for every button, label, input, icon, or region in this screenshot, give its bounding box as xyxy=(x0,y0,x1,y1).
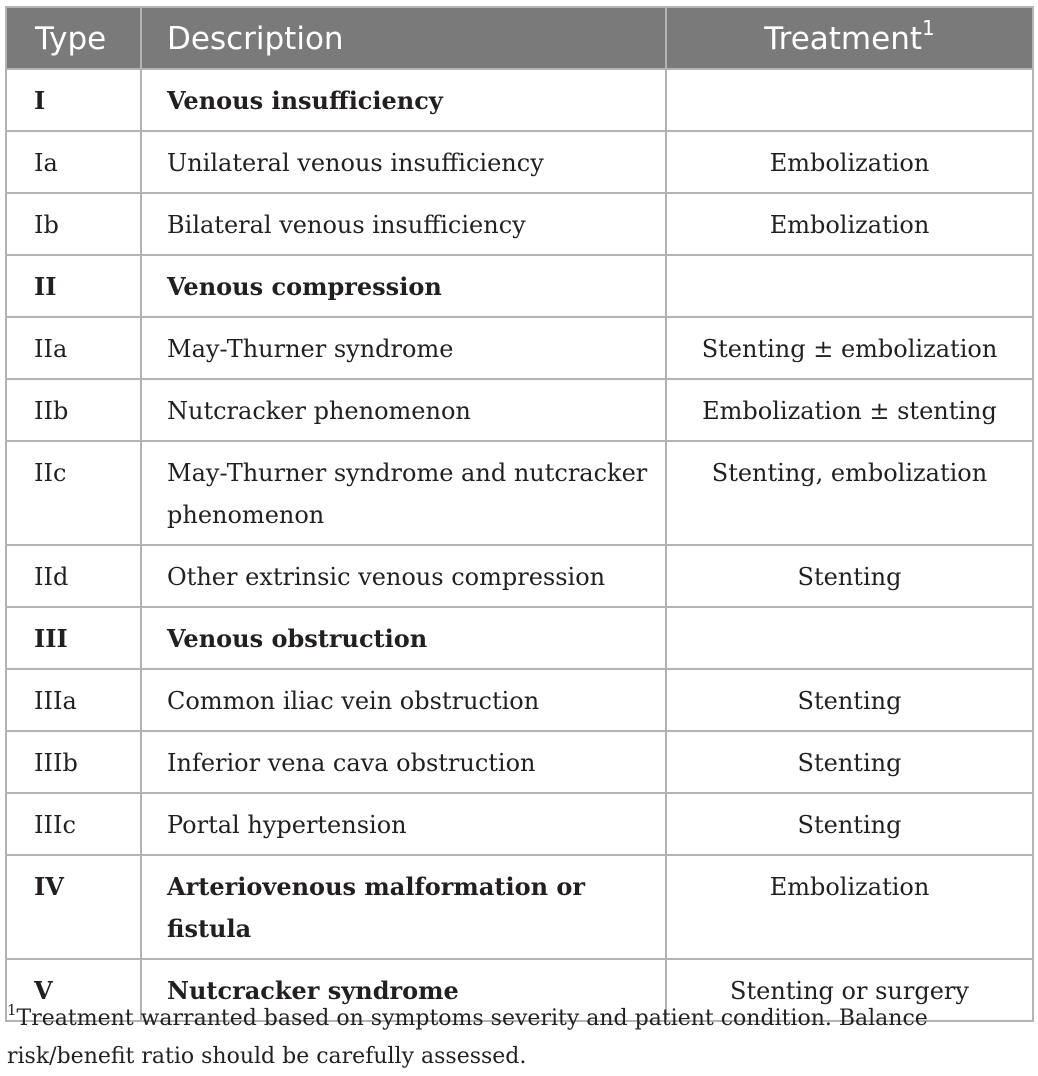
treatment-cell: Stenting, embolization xyxy=(666,441,1033,545)
type-cell: IId xyxy=(6,545,141,607)
treatment-cell: Stenting xyxy=(666,793,1033,855)
description-cell: Common iliac vein obstruction xyxy=(141,669,666,731)
description-cell: May-Thurner syndrome and nutcracker phenomenon xyxy=(141,441,666,545)
header-row xyxy=(6,7,1033,69)
type-cell: I xyxy=(6,69,141,131)
description-cell: Unilateral venous insufficiency xyxy=(141,131,666,193)
treatment-cell: Stenting xyxy=(666,731,1033,793)
classification-table xyxy=(5,6,1034,1022)
table-row xyxy=(6,607,1033,669)
treatment-cell xyxy=(666,607,1033,669)
description-cell: May-Thurner syndrome xyxy=(141,317,666,379)
footnote-text: Treatment warranted based on symptoms severity and patient condition. Balance risk/benefit ratio should be carefully assessed. xyxy=(7,1006,928,1069)
header-treatment xyxy=(666,7,1033,69)
description-cell: Venous compression xyxy=(141,255,666,317)
treatment-cell xyxy=(666,69,1033,131)
table-footnote xyxy=(7,1000,1037,1076)
table-header xyxy=(6,7,1033,69)
header-treatment-footnote-marker: 1 xyxy=(922,15,935,40)
table-row xyxy=(6,441,1033,545)
table-body xyxy=(6,69,1033,1021)
treatment-cell: Stenting or surgery xyxy=(666,959,1033,1021)
type-cell: V xyxy=(6,959,141,1021)
description-cell: Arteriovenous malformation or fistula xyxy=(141,855,666,959)
type-cell: IIIc xyxy=(6,793,141,855)
treatment-cell: Embolization ± stenting xyxy=(666,379,1033,441)
table-row xyxy=(6,731,1033,793)
footnote-marker: 1 xyxy=(7,1000,17,1019)
type-cell: IIb xyxy=(6,379,141,441)
table-row xyxy=(6,317,1033,379)
table-row xyxy=(6,855,1033,959)
type-cell: Ib xyxy=(6,193,141,255)
description-cell: Venous insufficiency xyxy=(141,69,666,131)
table-row xyxy=(6,193,1033,255)
type-cell: Ia xyxy=(6,131,141,193)
table-row xyxy=(6,545,1033,607)
description-cell: Nutcracker phenomenon xyxy=(141,379,666,441)
treatment-cell: Stenting xyxy=(666,669,1033,731)
header-description: Description xyxy=(141,7,666,69)
treatment-cell: Embolization xyxy=(666,193,1033,255)
treatment-cell: Embolization xyxy=(666,855,1033,959)
treatment-cell xyxy=(666,255,1033,317)
description-cell: Inferior vena cava obstruction xyxy=(141,731,666,793)
treatment-cell: Stenting ± embolization xyxy=(666,317,1033,379)
treatment-cell: Embolization xyxy=(666,131,1033,193)
treatment-cell: Stenting xyxy=(666,545,1033,607)
type-cell: IV xyxy=(6,855,141,959)
table-row xyxy=(6,793,1033,855)
header-treatment-label: Treatment xyxy=(764,21,922,57)
table-row xyxy=(6,255,1033,317)
table-row xyxy=(6,131,1033,193)
description-cell: Venous obstruction xyxy=(141,607,666,669)
type-cell: III xyxy=(6,607,141,669)
header-type: Type xyxy=(6,7,141,69)
type-cell: IIa xyxy=(6,317,141,379)
type-cell: IIIb xyxy=(6,731,141,793)
description-cell: Other extrinsic venous compression xyxy=(141,545,666,607)
type-cell: IIIa xyxy=(6,669,141,731)
type-cell: IIc xyxy=(6,441,141,545)
table-row xyxy=(6,379,1033,441)
table-row xyxy=(6,669,1033,731)
type-cell: II xyxy=(6,255,141,317)
description-cell: Nutcracker syndrome xyxy=(141,959,666,1021)
description-cell: Portal hypertension xyxy=(141,793,666,855)
table-row xyxy=(6,69,1033,131)
description-cell: Bilateral venous insufficiency xyxy=(141,193,666,255)
